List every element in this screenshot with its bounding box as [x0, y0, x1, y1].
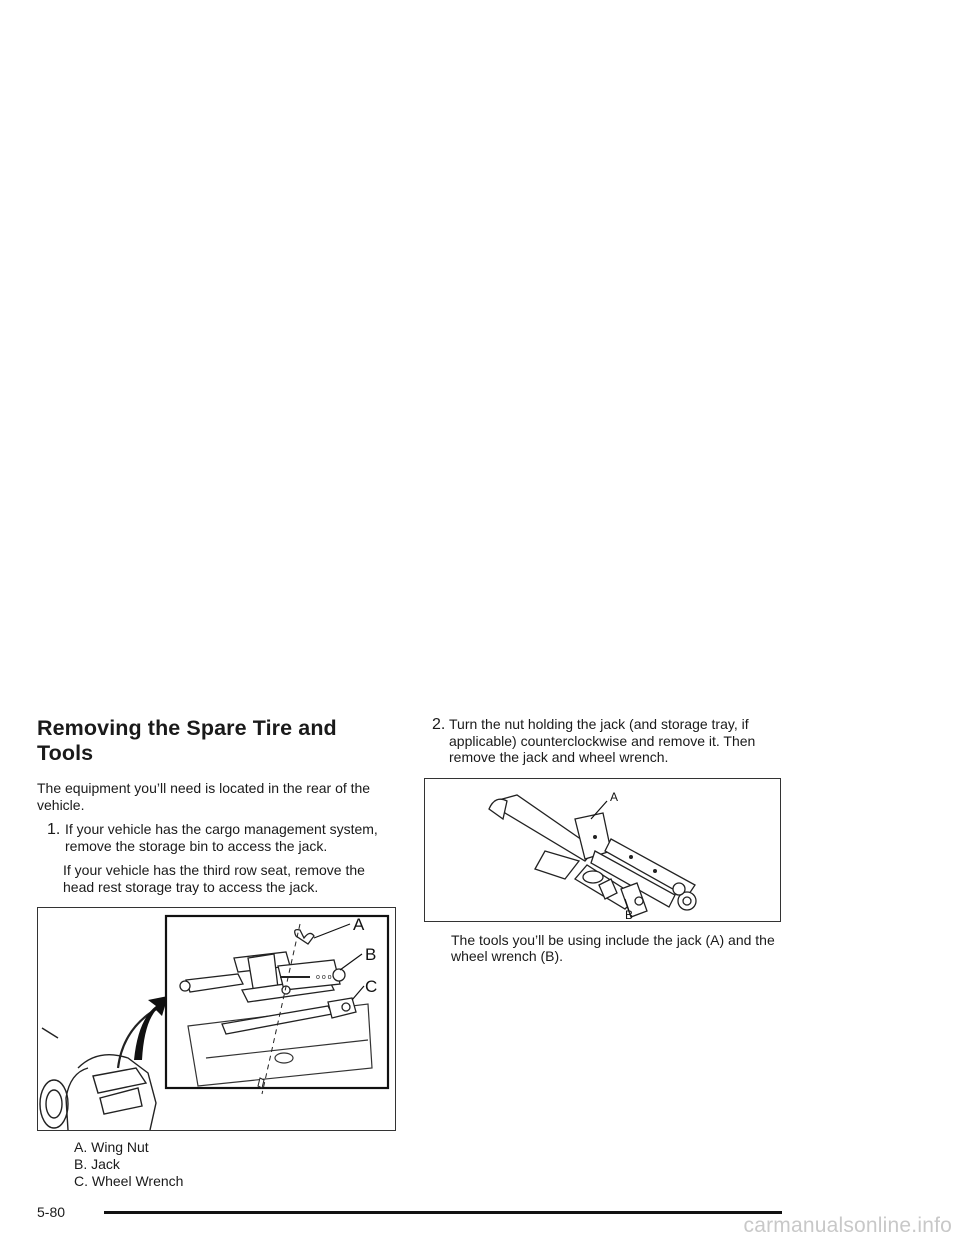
- legend-item: A. Wing Nut: [74, 1139, 149, 1155]
- figure-legend: [37, 1139, 397, 1190]
- callout-b-label: B: [365, 945, 377, 964]
- callout-b-label: B: [625, 907, 634, 921]
- callout-c-label: C: [365, 977, 378, 996]
- step-text: If your vehicle has the cargo management system, remove the storage bin to access the jack.: [65, 821, 378, 854]
- step-2: [424, 716, 784, 766]
- watermark-text: carmanualsonline.info: [743, 1214, 952, 1237]
- jack-wrench-illustration: [424, 778, 781, 922]
- callout-a-label: A: [353, 915, 365, 934]
- intro-paragraph: The equipment you’ll need is located in the rear of the vehicle.: [37, 780, 371, 813]
- jack-location-illustration: [37, 907, 396, 1131]
- section-title: Removing the Spare Tire and Tools: [37, 716, 337, 765]
- footer-rule: [104, 1211, 782, 1214]
- step-1-continuation: If your vehicle has the third row seat, remove the head rest storage tray to access the jack.: [63, 862, 365, 895]
- callout-a-label: A: [610, 789, 619, 804]
- step-text: Turn the nut holding the jack (and storage tray, if applicable) counterclockwise and remove it. Then remove the jack and wheel wrench.: [449, 716, 756, 765]
- jack-wrench-drawing: [425, 779, 780, 921]
- legend-item: C. Wheel Wrench: [74, 1173, 184, 1189]
- left-column: [37, 716, 397, 1190]
- jack-location-drawing: [38, 908, 395, 1130]
- step-number: 2.: [432, 716, 446, 733]
- step-1: [37, 821, 397, 854]
- step-number: 1.: [47, 821, 61, 838]
- svg-text:o o o: o o o: [316, 974, 332, 981]
- legend-item: B. Jack: [74, 1156, 120, 1172]
- right-column: [424, 716, 784, 965]
- figure-caption: The tools you’ll be using include the jack (A) and the wheel wrench (B).: [451, 931, 775, 964]
- page-number: 5-80: [37, 1204, 66, 1220]
